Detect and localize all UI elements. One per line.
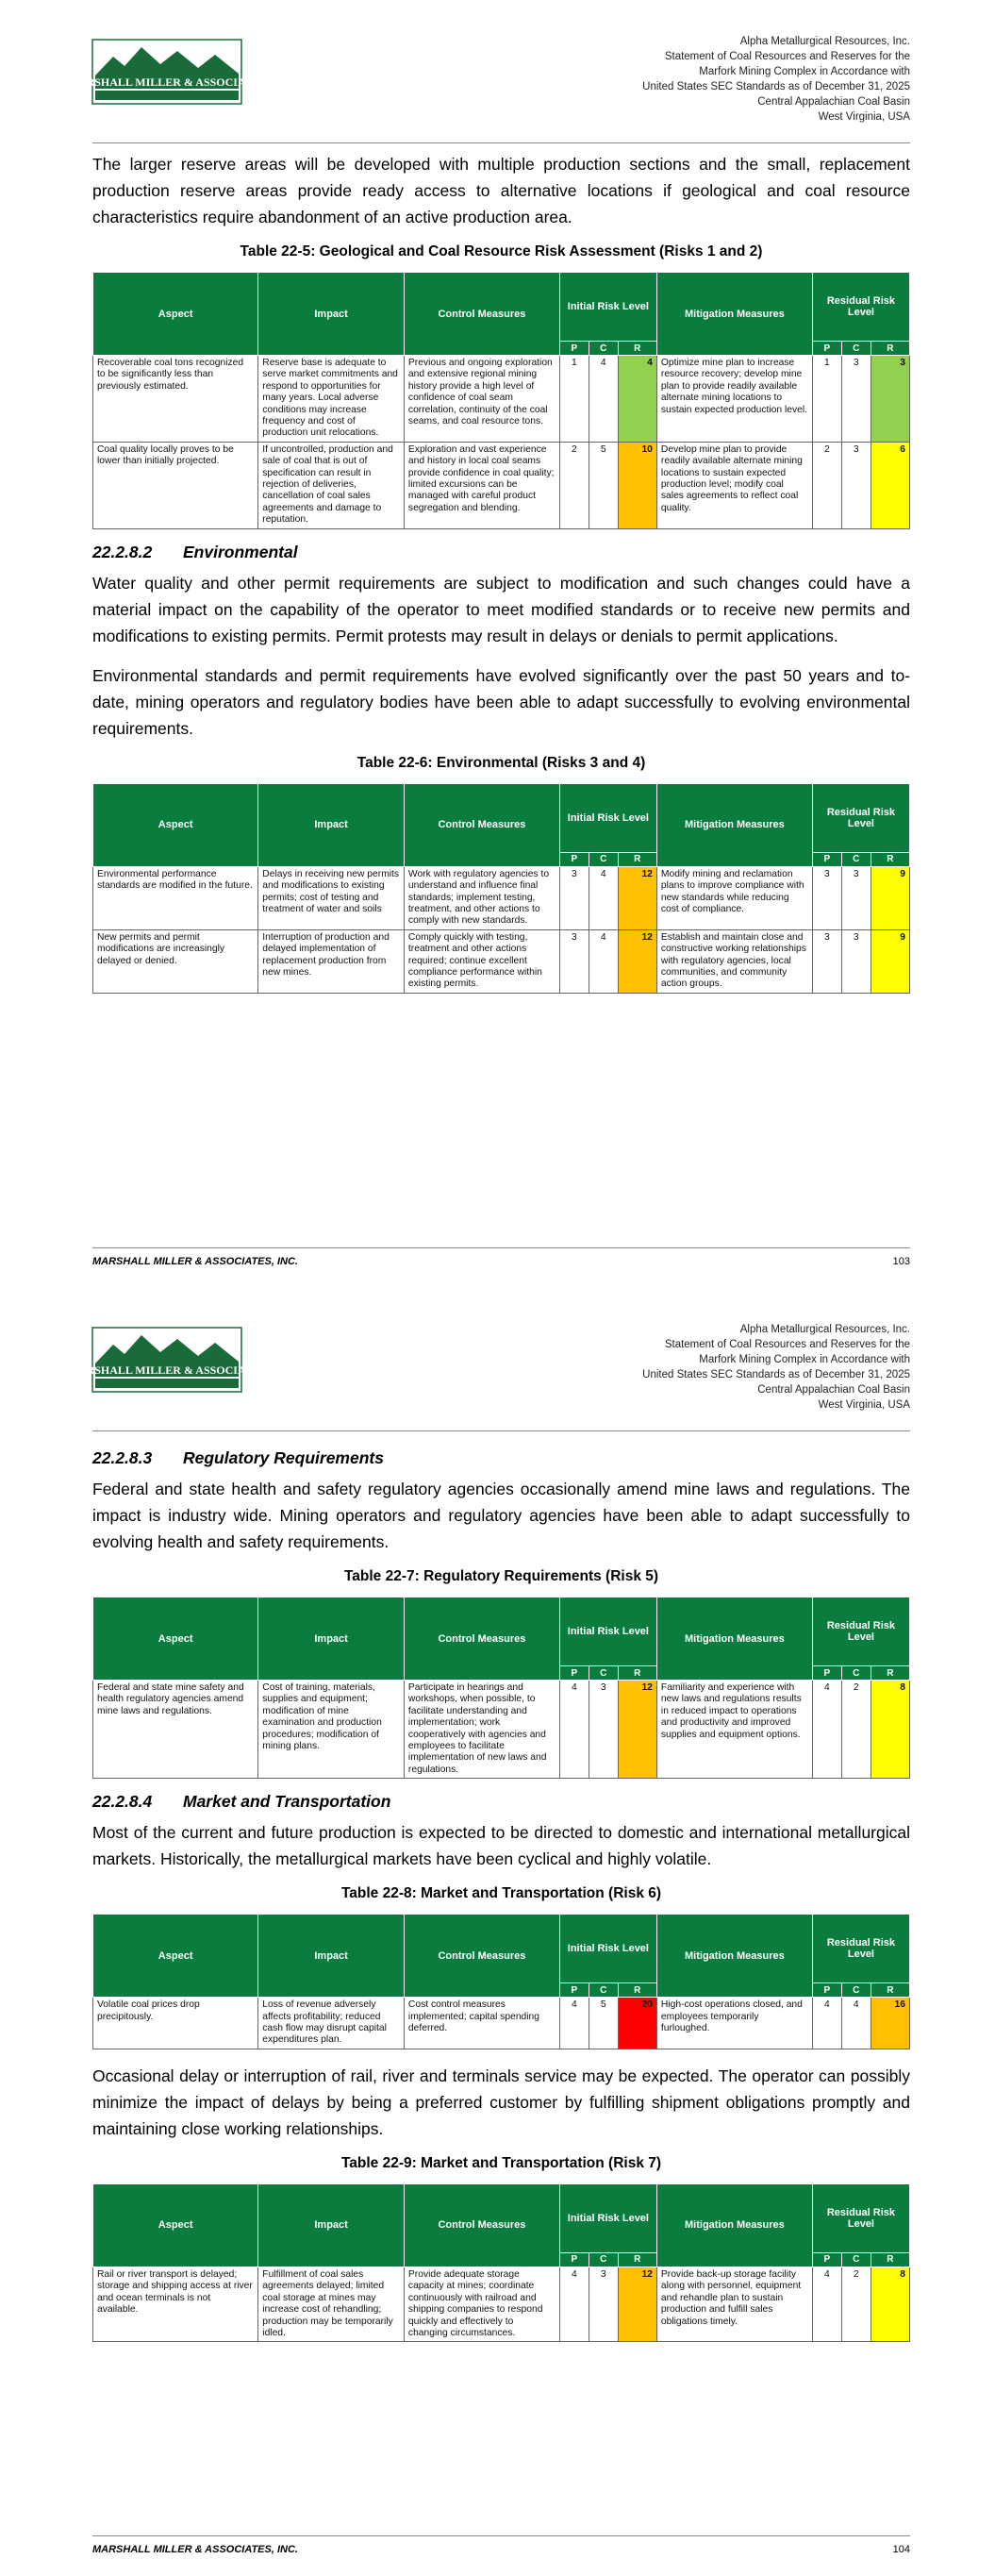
col-header-initial-risk: Initial Risk Level <box>559 2183 656 2252</box>
cell-residual-c: 3 <box>841 866 871 929</box>
col-header-p: P <box>812 342 841 356</box>
cell-residual-r: 16 <box>871 1998 909 2049</box>
page-header <box>67 1322 910 1431</box>
col-header-c: C <box>841 852 871 866</box>
svg-text:MARSHALL MILLER & ASSOCIATES: MARSHALL MILLER & ASSOCIATES <box>67 1363 267 1377</box>
header-info: Alpha Metallurgical Resources, Inc. Statement of Coal Resources and Reserves for the Marfork Mining Complex in Accordance with United States SEC Standards as of December 31, 2025 Central Appalachian Coal Basin West Virginia, USA <box>642 1324 910 1411</box>
cell-mitigation: Provide back-up storage facility along with personnel, equipment and rehandle plan to sustain production and fulfill sales obligations timely. <box>656 2267 812 2341</box>
cell-residual-p: 4 <box>812 2267 841 2341</box>
cell-residual-c: 3 <box>841 929 871 993</box>
col-header-residual-risk: Residual Risk Level <box>812 1597 909 1666</box>
cell-initial-c: 3 <box>589 1681 618 1779</box>
col-header-initial-risk: Initial Risk Level <box>559 1915 656 1983</box>
cell-initial-p: 4 <box>559 1998 589 2049</box>
col-header-c: C <box>841 342 871 356</box>
cell-control: Previous and ongoing exploration and extensive regional mining history provide a high level of confidence of coal seam correlation, continuity of the coal seams, and coal resource tons. <box>404 356 559 443</box>
cell-initial-p: 1 <box>559 356 589 443</box>
cell-residual-r: 3 <box>871 356 909 443</box>
col-header-impact: Impact <box>258 1597 405 1681</box>
cell-residual-r: 6 <box>871 442 909 528</box>
cell-mitigation: Modify mining and reclamation plans to improve compliance with new standards while reducing cost of compliance. <box>656 866 812 929</box>
page-footer: MARSHALL MILLER & ASSOCIATES, INC. 103 <box>92 1247 910 1267</box>
col-header-p: P <box>559 342 589 356</box>
col-header-mitigation: Mitigation Measures <box>656 2183 812 2267</box>
cell-residual-r: 9 <box>871 866 909 929</box>
table-row <box>93 1998 910 2049</box>
col-header-residual-risk: Residual Risk Level <box>812 783 909 852</box>
cell-residual-p: 3 <box>812 866 841 929</box>
cell-aspect: Coal quality locally proves to be lower than initially projected. <box>93 442 258 528</box>
paragraph: Most of the current and future production is expected to be directed to domestic and international metallurgical markets. Historically, the metallurgical markets have been cyclical and highly volatile. <box>92 1823 910 1869</box>
cell-residual-p: 3 <box>812 929 841 993</box>
cell-impact: Cost of training, materials, supplies and equipment; modification of mine examination and production procedures; modification of mining plans. <box>258 1681 405 1779</box>
col-header-r: R <box>618 1983 656 1998</box>
cell-control: Cost control measures implemented; capital spending deferred. <box>404 1998 559 2049</box>
col-header-residual-risk: Residual Risk Level <box>812 1915 909 1983</box>
risk-table-22-5 <box>92 272 910 529</box>
cell-initial-c: 4 <box>589 929 618 993</box>
cell-impact: Reserve base is adequate to serve market commitments and respond to opportunities for many years. Local adverse conditions may increase frequency and cost of production unit relocations. <box>258 356 405 443</box>
cell-initial-c: 5 <box>589 1998 618 2049</box>
cell-initial-r: 4 <box>618 356 656 443</box>
cell-aspect: Recoverable coal tons recognized to be significantly less than previously estimated. <box>93 356 258 443</box>
cell-initial-p: 2 <box>559 442 589 528</box>
col-header-p: P <box>812 1983 841 1998</box>
col-header-impact: Impact <box>258 273 405 356</box>
col-header-control: Control Measures <box>404 273 559 356</box>
cell-residual-p: 2 <box>812 442 841 528</box>
col-header-mitigation: Mitigation Measures <box>656 273 812 356</box>
col-header-c: C <box>841 1666 871 1681</box>
col-header-impact: Impact <box>258 1915 405 1998</box>
page-footer: MARSHALL MILLER & ASSOCIATES, INC. 104 <box>92 2535 910 2555</box>
col-header-initial-risk: Initial Risk Level <box>559 783 656 852</box>
cell-control: Work with regulatory agencies to understand and influence final standards; implement testing, treatment, and other actions to comply with new standards. <box>404 866 559 929</box>
cell-control: Participate in hearings and workshops, when possible, to facilitate understanding and implementation; work cooperatively with agencies and employees to facilitate implementation of new laws and regulations. <box>404 1681 559 1779</box>
table-row <box>93 2267 910 2341</box>
col-header-initial-risk: Initial Risk Level <box>559 1597 656 1666</box>
svg-text:MARSHALL MILLER & ASSOCIATES: MARSHALL MILLER & ASSOCIATES <box>67 75 267 89</box>
col-header-p: P <box>559 1983 589 1998</box>
cell-impact: Delays in receiving new permits and modifications to existing permits; cost of testing and treatment of water and soils <box>258 866 405 929</box>
col-header-r: R <box>871 2252 909 2267</box>
col-header-c: C <box>589 342 618 356</box>
page-content <box>92 151 910 1007</box>
cell-impact: Interruption of production and delayed implementation of replacement production from new mines. <box>258 929 405 993</box>
cell-mitigation: Optimize mine plan to increase resource recovery; develop mine plan to provide readily available alternate mining locations to sustain expected production level. <box>656 356 812 443</box>
col-header-mitigation: Mitigation Measures <box>656 1915 812 1998</box>
cell-residual-p: 4 <box>812 1998 841 2049</box>
col-header-c: C <box>841 1983 871 1998</box>
col-header-p: P <box>559 2252 589 2267</box>
page-104 <box>0 1288 995 2576</box>
cell-initial-c: 4 <box>589 356 618 443</box>
table-row <box>93 356 910 443</box>
col-header-p: P <box>812 2252 841 2267</box>
col-header-aspect: Aspect <box>93 273 258 356</box>
cell-residual-r: 9 <box>871 929 909 993</box>
table-row <box>93 1681 910 1779</box>
paragraph: Environmental standards and permit requirements have evolved significantly over the past 50 years and to-date, mining operators and regulatory bodies have been able to adapt successfully to evolving environmental requirements. <box>92 665 910 738</box>
cell-aspect: New permits and permit modifications are increasingly delayed or denied. <box>93 929 258 993</box>
section-heading: 22.2.8.4 Market and Transportation <box>92 1792 391 1812</box>
cell-control: Exploration and vast experience and history in local coal seams provide confidence in coal quality; limited excursions can be managed with careful product segregation and blending. <box>404 442 559 528</box>
section-heading: 22.2.8.2 Environmental <box>92 542 298 561</box>
col-header-r: R <box>618 852 656 866</box>
col-header-r: R <box>618 1666 656 1681</box>
col-header-impact: Impact <box>258 783 405 866</box>
page-header <box>67 34 910 143</box>
cell-residual-p: 4 <box>812 1681 841 1779</box>
table-row <box>93 866 910 929</box>
col-header-r: R <box>871 1666 909 1681</box>
col-header-residual-risk: Residual Risk Level <box>812 2183 909 2252</box>
company-logo <box>67 1328 267 1392</box>
cell-control: Provide adequate storage capacity at mines; coordinate continuously with railroad and shipping companies to respond quickly and effectively to changing circumstances. <box>404 2267 559 2341</box>
col-header-c: C <box>589 1983 618 1998</box>
col-header-mitigation: Mitigation Measures <box>656 1597 812 1681</box>
table-caption: Table 22-7: Regulatory Requirements (Risk 5) <box>343 1568 659 1584</box>
cell-residual-c: 3 <box>841 356 871 443</box>
page-content <box>92 1439 910 2355</box>
col-header-r: R <box>871 852 909 866</box>
col-header-r: R <box>871 1983 909 1998</box>
col-header-p: P <box>559 852 589 866</box>
cell-impact: Loss of revenue adversely affects profitability; reduced cash flow may disrupt capital expenditures plan. <box>258 1998 405 2049</box>
cell-initial-p: 4 <box>559 1681 589 1779</box>
col-header-control: Control Measures <box>404 2183 559 2267</box>
col-header-control: Control Measures <box>404 1915 559 1998</box>
cell-aspect: Rail or river transport is delayed; storage and shipping access at river and ocean terminals is not available. <box>93 2267 258 2341</box>
cell-initial-r: 12 <box>618 1681 656 1779</box>
risk-table-22-8 <box>92 1914 910 2049</box>
cell-control: Comply quickly with testing, treatment and other actions required; continue excellent compliance performance within existing permits. <box>404 929 559 993</box>
col-header-aspect: Aspect <box>93 1597 258 1681</box>
cell-initial-r: 12 <box>618 2267 656 2341</box>
col-header-r: R <box>871 342 909 356</box>
col-header-aspect: Aspect <box>93 1915 258 1998</box>
cell-initial-r: 10 <box>618 442 656 528</box>
cell-residual-c: 2 <box>841 1681 871 1779</box>
cell-mitigation: Familiarity and experience with new laws and regulations results in reduced impact to operations and productivity and improved supplies and equipment options. <box>656 1681 812 1779</box>
table-caption: Table 22-9: Market and Transportation (Risk 7) <box>340 2154 662 2171</box>
cell-aspect: Environmental performance standards are modified in the future. <box>93 866 258 929</box>
company-logo <box>67 40 267 104</box>
col-header-c: C <box>841 2252 871 2267</box>
col-header-c: C <box>589 1666 618 1681</box>
col-header-c: C <box>589 852 618 866</box>
page-number: 104 <box>892 2544 910 2555</box>
table-caption: Table 22-5: Geological and Coal Resource Risk Assessment (Risks 1 and 2) <box>240 243 763 259</box>
cell-aspect: Federal and state mine safety and health regulatory agencies amend mine laws and regulations. <box>93 1681 258 1779</box>
paragraph: Water quality and other permit requirements are subject to modification and such changes could have a material impact on the capability of the operator to meet modified standards or to receive new permits and modifications to existing permits. Permit protests may result in delays or denials to permit applications. <box>92 573 910 645</box>
risk-table-22-6 <box>92 783 910 994</box>
col-header-r: R <box>618 2252 656 2267</box>
cell-initial-p: 4 <box>559 2267 589 2341</box>
col-header-control: Control Measures <box>404 783 559 866</box>
table-row <box>93 929 910 993</box>
cell-residual-c: 3 <box>841 442 871 528</box>
cell-aspect: Volatile coal prices drop precipitously. <box>93 1998 258 2049</box>
section-heading: 22.2.8.3 Regulatory Requirements <box>92 1448 384 1467</box>
cell-residual-r: 8 <box>871 2267 909 2341</box>
col-header-aspect: Aspect <box>93 2183 258 2267</box>
table-caption: Table 22-8: Market and Transportation (Risk 6) <box>340 1885 662 1902</box>
cell-initial-p: 3 <box>559 866 589 929</box>
intro-paragraph: The larger reserve areas will be developed with multiple production sections and the small, replacement production reserve areas provide ready access to alternative locations if geological and coal resource characteristics require abandonment of an active production area. <box>92 155 910 226</box>
cell-residual-p: 1 <box>812 356 841 443</box>
col-header-initial-risk: Initial Risk Level <box>559 273 656 342</box>
risk-table-22-9 <box>92 2183 910 2342</box>
col-header-impact: Impact <box>258 2183 405 2267</box>
cell-mitigation: Develop mine plan to provide readily available alternate mining locations to sustain expected production level; modify coal sales agreements to reflect coal quality. <box>656 442 812 528</box>
risk-table-22-7 <box>92 1597 910 1779</box>
table-row <box>93 442 910 528</box>
col-header-control: Control Measures <box>404 1597 559 1681</box>
col-header-p: P <box>559 1666 589 1681</box>
col-header-mitigation: Mitigation Measures <box>656 783 812 866</box>
cell-residual-r: 8 <box>871 1681 909 1779</box>
col-header-c: C <box>589 2252 618 2267</box>
cell-initial-p: 3 <box>559 929 589 993</box>
paragraph: Occasional delay or interruption of rail, river and terminals service may be expected. The operator can possibly minimize the impact of delays by being a preferred customer by fulfilling shipment obligations promptly and maintaining close working relationships. <box>92 2066 910 2138</box>
cell-initial-c: 3 <box>589 2267 618 2341</box>
paragraph: Federal and state health and safety regulatory agencies occasionally amend mine laws and regulations. The impact is industry wide. Mining operators and regulatory agencies have been able to adapt successfully to evolving health and safety requirements. <box>92 1480 910 1551</box>
page-number: 103 <box>892 1256 910 1267</box>
cell-residual-c: 2 <box>841 2267 871 2341</box>
col-header-residual-risk: Residual Risk Level <box>812 273 909 342</box>
col-header-r: R <box>618 342 656 356</box>
cell-mitigation: High-cost operations closed, and employees temporarily furloughed. <box>656 1998 812 2049</box>
cell-mitigation: Establish and maintain close and constructive working relationships with regulatory agencies, local communities, and community action groups. <box>656 929 812 993</box>
table-caption: Table 22-6: Environmental (Risks 3 and 4) <box>357 754 646 771</box>
cell-initial-c: 4 <box>589 866 618 929</box>
cell-initial-r: 20 <box>618 1998 656 2049</box>
cell-initial-r: 12 <box>618 929 656 993</box>
cell-impact: Fulfillment of coal sales agreements delayed; limited coal storage at mines may increase cost of rehandling; production may be temporarily idled. <box>258 2267 405 2341</box>
cell-impact: If uncontrolled, production and sale of coal that is out of specification can result in rejection of deliveries, cancellation of coal sales agreements and damage to reputation. <box>258 442 405 528</box>
cell-initial-r: 12 <box>618 866 656 929</box>
cell-initial-c: 5 <box>589 442 618 528</box>
cell-residual-c: 4 <box>841 1998 871 2049</box>
col-header-p: P <box>812 852 841 866</box>
col-header-p: P <box>812 1666 841 1681</box>
col-header-aspect: Aspect <box>93 783 258 866</box>
header-info: Alpha Metallurgical Resources, Inc. Statement of Coal Resources and Reserves for the Marfork Mining Complex in Accordance with United States SEC Standards as of December 31, 2025 Central Appalachian Coal Basin West Virginia, USA <box>642 36 910 123</box>
